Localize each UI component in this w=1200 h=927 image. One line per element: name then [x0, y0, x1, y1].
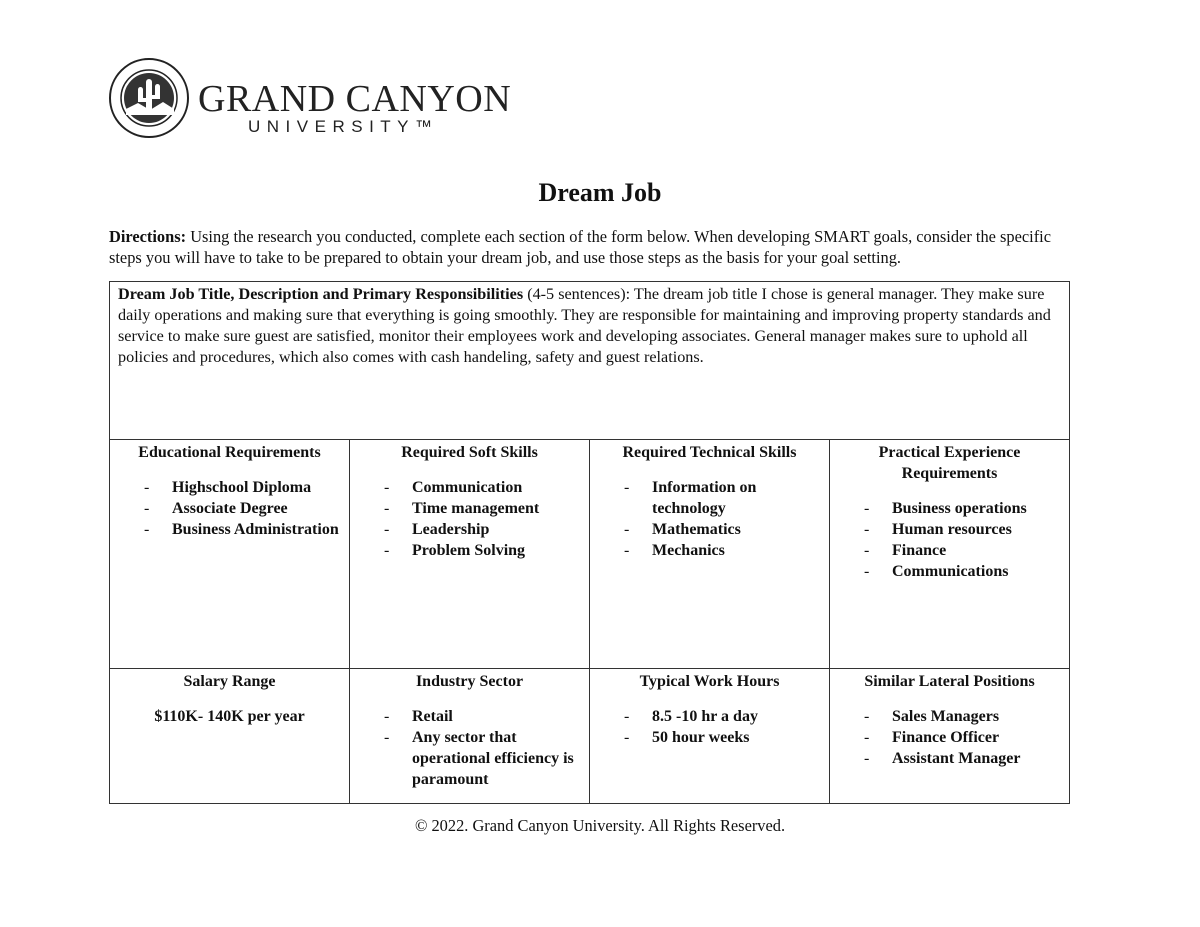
salary-range-cell[interactable]	[110, 669, 350, 804]
directions-text: Using the research you conducted, complete each section of the form below. When developing SMART goals, consider the specific steps you will have to take to be prepared to obtain your dream job, and use those steps as the basis for your goal setting.	[109, 227, 1051, 267]
directions-paragraph	[109, 226, 1079, 268]
copyright-footer: © 2022. Grand Canyon University. All Rights Reserved.	[414, 816, 786, 835]
technical-skills-heading: Required Technical Skills	[622, 444, 797, 461]
industry-sector-heading: Industry Sector	[415, 673, 524, 690]
dream-job-description-cell[interactable]	[110, 282, 1070, 440]
list-item: - Communications	[864, 561, 1063, 582]
list-item: - Problem Solving	[384, 540, 583, 561]
lateral-positions-heading: Similar Lateral Positions	[864, 673, 1035, 690]
soft-skills-cell[interactable]	[350, 440, 590, 669]
list-item: - Assistant Manager	[864, 748, 1063, 769]
list-item: - Highschool Diploma	[144, 477, 343, 498]
educational-requirements-cell[interactable]	[110, 440, 350, 669]
directions-label: Directions:	[109, 227, 187, 246]
technical-skills-list	[590, 477, 829, 561]
lateral-positions-list	[830, 706, 1069, 769]
list-item: - 8.5 -10 hr a day	[624, 706, 823, 727]
logo-name-line-1: GRAND CANYON	[198, 78, 512, 120]
salary-range-heading: Salary Range	[183, 673, 276, 690]
list-item: - Any sector that operational efficiency is paramount	[384, 727, 583, 790]
dream-job-text: (4-5 sentences): The dream job title I chose is general manager. They make sure daily operations and making sure that everything is going smoothly. They are responsible for maintaining and improving property standards and service to make sure guest are satisfied, monitor their employees work and developing associates. General manager makes sure to uphold all policies and procedures, which also comes with cash handeling, safety and guest relations.	[118, 285, 1051, 366]
dream-job-form-table	[109, 281, 1070, 804]
lateral-positions-cell[interactable]	[830, 669, 1070, 804]
educational-requirements-list	[110, 477, 349, 540]
educational-requirements-heading: Educational Requirements	[138, 444, 321, 461]
list-item: - Associate Degree	[144, 498, 343, 519]
list-item: - Sales Managers	[864, 706, 1063, 727]
list-item: - Mechanics	[624, 540, 823, 561]
list-item: - Mathematics	[624, 519, 823, 540]
list-item: - Leadership	[384, 519, 583, 540]
work-hours-cell[interactable]	[590, 669, 830, 804]
list-item: - Information on technology	[624, 477, 823, 519]
list-item: - Retail	[384, 706, 583, 727]
industry-sector-list	[350, 706, 589, 790]
list-item: - Finance	[864, 540, 1063, 561]
industry-sector-cell[interactable]	[350, 669, 590, 804]
logo-name-line-2: UNIVERSITY™	[248, 117, 439, 136]
practical-experience-heading: Practical Experience Requirements	[878, 444, 1021, 482]
university-seal-icon	[108, 57, 190, 139]
work-hours-list	[590, 706, 829, 748]
list-item: - Human resources	[864, 519, 1063, 540]
soft-skills-list	[350, 477, 589, 561]
salary-range-value: $110K- 140K per year	[154, 708, 305, 725]
page-title: Dream Job	[538, 178, 662, 207]
list-item: - Communication	[384, 477, 583, 498]
work-hours-heading: Typical Work Hours	[639, 673, 780, 690]
soft-skills-heading: Required Soft Skills	[401, 444, 538, 461]
list-item: - Business Administration	[144, 519, 343, 540]
list-item: - Finance Officer	[864, 727, 1063, 748]
university-logo	[108, 57, 512, 142]
list-item: - Time management	[384, 498, 583, 519]
technical-skills-cell[interactable]	[590, 440, 830, 669]
dream-job-label: Dream Job Title, Description and Primary Responsibilities	[118, 285, 524, 303]
practical-experience-list	[830, 498, 1069, 582]
list-item: - Business operations	[864, 498, 1063, 519]
practical-experience-cell[interactable]	[830, 440, 1070, 669]
list-item: - 50 hour weeks	[624, 727, 823, 748]
